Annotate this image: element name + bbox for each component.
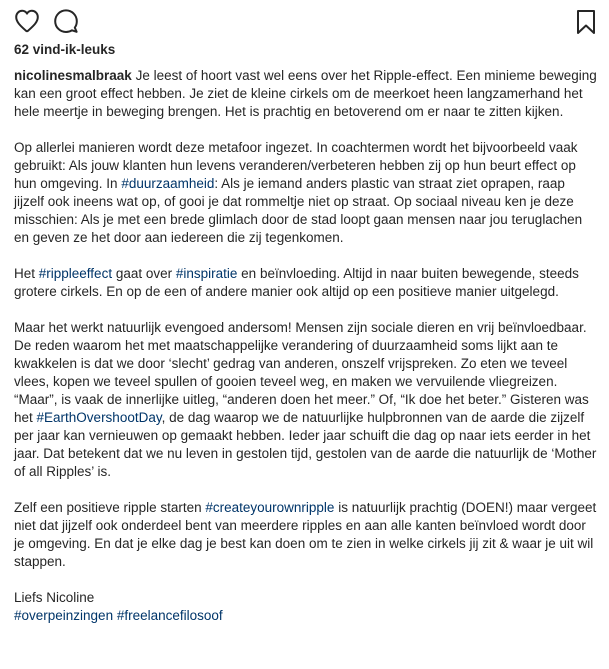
likes-count[interactable]: 62 vind-ik-leuks (14, 42, 116, 57)
hashtag-link[interactable]: #EarthOvershootDay (36, 410, 162, 425)
hashtag-link[interactable]: #inspiratie (175, 266, 238, 281)
hashtag-link[interactable]: #freelancefilosoof (116, 608, 223, 623)
bookmark-icon (575, 9, 597, 35)
save-button[interactable] (575, 9, 597, 35)
caption-paragraph-1: nicolinesmalbraak Je leest of hoort vast wel eens over het Ripple-effect. Een minieme beweging kan een groot effect hebben. Je ziet de kleine cirkels om de meerkoet heen langzamerhand het hele meertje in beweging brengen. Het is prachtig en betoverend om er naar te zitten kijken. (14, 68, 597, 119)
post-caption (14, 67, 598, 625)
like-button[interactable] (14, 8, 40, 34)
caption-paragraph-5: Zelf een positieve ripple starten #createyourownripple is natuurlijk prachtig (DOEN!) maar vergeet niet dat jijzelf ook onderdeel bent van meerdere ripples en aan alle kanten beïnvloed wordt door je omgeving. En dat je elke dag je best kan doen om te zien in welke cirkels jij zit & waar je uit wil stappen. (14, 500, 597, 569)
caption-paragraph-2: Op allerlei manieren wordt deze metafoor ingezet. In coachtermen wordt het bijvoorbeeld vaak gebruikt: Als jouw klanten hun levens veranderen/verbeteren hebben zij op hun beurt effect op hun omgeving. In #duurzaamheid: Als je iemand anders plastic van straat ziet oprapen, raap jijzelf ook ineens wat op, of gooi je dat rommeltje niet op straat. Op sociaal niveau ken je deze misschien: Als je met een brede glimlach door de stad loopt gaan mensen naar jou teruglachen en geven ze het door aan iedereen die zij tegenkomen. (14, 140, 583, 245)
username-link[interactable]: nicolinesmalbraak (14, 68, 132, 83)
comment-icon (53, 8, 79, 34)
caption-paragraph-3: Het #rippleeffect gaat over #inspiratie en beïnvloeding. Altijd in naar buiten bewegende, steeds grotere cirkels. En op de een of andere manier ook altijd op een positieve manier uitgelegd. (14, 266, 579, 299)
action-bar (0, 0, 609, 44)
hashtag-link[interactable]: #overpeinzingen (14, 608, 114, 623)
caption-paragraph-4: Maar het werkt natuurlijk evengoed andersom! Mensen zijn sociale dieren en vrij beïnvloedbaar. De reden waarom het met maatschappelijke verandering of duurzaamheid soms lijkt aan te kwakkelen is dat we door ‘slecht’ gedrag van anderen, onszelf vrijspreken. Zo eten we teveel vlees, kopen we teveel spullen of gooien teveel weg, en maken we vervuilende vliegreizen. “Maar”, is vaak de innerlijke uitleg, “anderen doen het meer.” Of, “Ik doe het beter.” Gisteren was het #EarthOvershootDay, de dag waarop we de natuurlijke hulpbronnen van de aarde die zijzelf per jaar kan vernieuwen op gemaakt hebben. Ieder jaar schuift die dag op naar iets eerder in het jaar. Dat betekent dat we nu leven in gestolen tijd, gestolen van de aarde die natuurlijk de ‘Mother of all Ripples’ is. (14, 320, 597, 479)
comment-button[interactable] (53, 8, 79, 34)
heart-icon (14, 8, 40, 34)
caption-signoff (14, 589, 598, 625)
hashtag-link[interactable]: #rippleeffect (38, 266, 113, 281)
signoff-text: Liefs Nicoline (14, 590, 95, 605)
hashtag-link[interactable]: #createyourownripple (205, 500, 335, 515)
hashtag-link[interactable]: #duurzaamheid (121, 176, 215, 191)
